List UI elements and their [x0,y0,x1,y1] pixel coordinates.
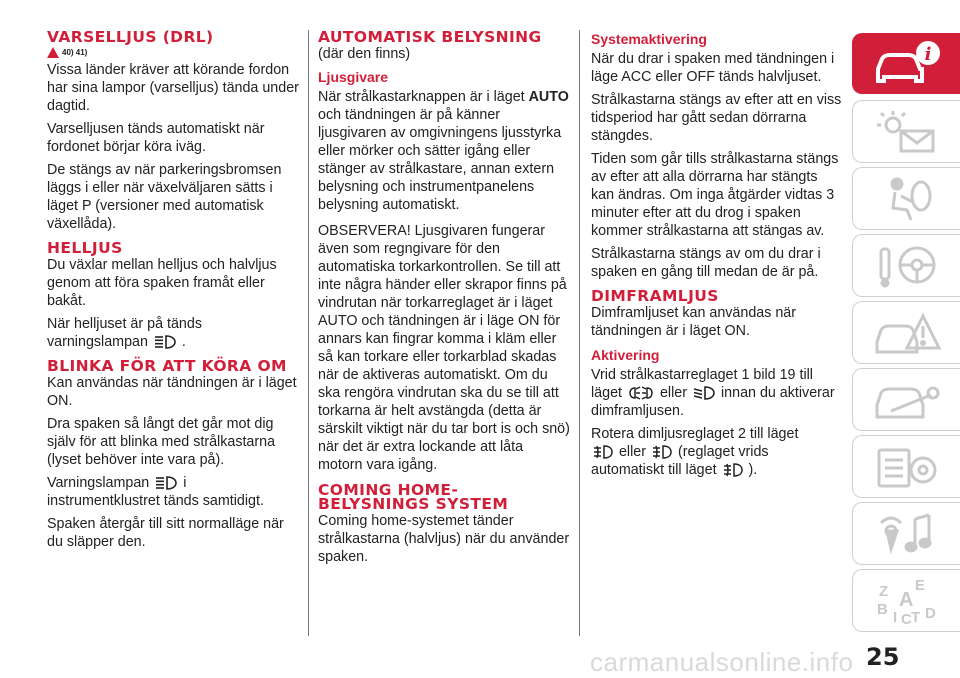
akt2-text-c: (reglaget vrids automatiskt till läget [591,444,769,478]
svg-text:T: T [911,609,921,626]
svg-text:Z: Z [879,583,889,600]
blinka-paragraph-2: Dra spaken så långt det går mot dig själv för att blinka med strålkastarna (lyset behöver inte vara på). [47,416,276,468]
system-paragraph-4: Strålkastarna stängs av om du drar i spaken en gång till medan de är på. [591,246,821,280]
tab-emergency[interactable] [852,301,960,364]
tab-warning-lights[interactable] [852,100,960,163]
tab-technical-data[interactable] [852,435,960,498]
helljus-text-b: . [181,334,186,350]
aktivering-heading: Aktivering [591,347,660,363]
column-2 [318,30,570,571]
helljus-paragraph-2 [47,315,299,351]
blinka-text-b: i instrumentklustret tänds samtidigt. [47,475,264,509]
emergency-car-icon [871,308,943,358]
column-divider-2 [579,30,580,636]
multimedia-icon [871,509,943,559]
systemaktivering-heading: Systemaktivering [591,31,707,47]
aktivering-paragraph-1 [591,366,843,420]
drl-heading: VARSELLJUS (DRL) [47,28,214,46]
column-1 [47,30,299,556]
system-paragraph-1: När du drar i spaken med tändningen i läge ACC eller OFF tänds halvljuset. [591,51,835,85]
ljus-text-a: När strålkastarknappen är i läget [318,89,525,105]
drl-paragraph-1: Vissa länder kräver att körande fordon har sina lampor (varselljus) tända under dagtid. [47,62,299,114]
svg-text:E: E [915,577,926,594]
akt2-text-b: eller [618,444,647,460]
watermark-text: carmanualsonline.info [590,647,854,677]
ljus-text-c: och tändningen är på känner ljusgivaren av omgivningens ljusstyrka eller mörker och sätter igång eller stänger av strålkastare, annan extern belysning och instrumentpanelens belysning automatiskt. [318,107,562,213]
warning-lights-icon [871,107,943,157]
maintenance-car-icon [871,375,943,425]
tab-multimedia[interactable] [852,502,960,565]
blinka-text-a: Varningslampan [47,475,150,491]
high-beam-lamp-icon [153,334,177,350]
akt2-text-d: ). [748,462,758,478]
safety-airbag-icon [871,174,943,224]
column-3 [591,30,843,484]
fog-light-icon [592,444,614,460]
auto-keyword: AUTO [528,89,569,105]
car-info-icon [870,39,942,89]
parking-light-icon [627,385,655,401]
warning-triangle-icon [47,47,59,58]
blinka-heading: BLINKA FÖR ATT KÖRA OM [47,357,287,375]
technical-data-icon [871,442,943,492]
tab-maintenance[interactable] [852,368,960,431]
akt-text-b: eller [659,385,688,401]
warning-reference [47,47,299,58]
warning-ref-numbers: 40) 41) [62,48,88,57]
akt2-text-a: Rotera dimljusreglaget 2 till läget [591,426,799,442]
column-divider-1 [308,30,309,636]
page-number: 25 [866,643,900,671]
helljus-heading: HELLJUS [47,239,123,257]
drl-paragraph-3: De stängs av när parkeringsbromsen läggs i eller när växelväljaren sätts i läget P (versioner med automatisk växellåda). [47,162,282,232]
svg-text:D: D [925,605,936,622]
tab-safety[interactable] [852,167,960,230]
coming-home-heading: COMING HOME-BELYSNINGS SYSTEM [318,481,509,513]
high-beam-lamp-icon [154,475,178,491]
coming-home-paragraph: Coming home-systemet tänder strålkastarna (halvljus) när du använder spaken. [318,513,570,565]
svg-text:i: i [924,44,932,65]
dimframljus-heading: DIMFRAMLJUS [591,287,719,305]
svg-text:C: C [901,611,912,626]
tab-starting-driving[interactable] [852,234,960,297]
ljusgivare-paragraph-1 [318,88,570,214]
dimframljus-paragraph: Dimframljuset kan användas när tändningen är i läget ON. [591,305,797,339]
fog-light-icon [722,462,744,478]
ljusgivare-heading: Ljusgivare [318,69,389,85]
akt-text-a: Vrid strålkastarreglaget 1 bild 19 till läget [591,367,813,401]
drl-paragraph-2: Varselljusen tänds automatiskt när fordonet börjar köra iväg. [47,121,265,155]
svg-text:A: A [899,589,914,611]
ljusgivare-paragraph-2: OBSERVERA! Ljusgivaren fungerar även som regngivare för den automatiska torkarkontrollen. Se till att inte några händer eller skrapor finns på vindrutan när torkarreglaget är i läget AUTO och tändningen är i läge ON för annars kan fingrar komma i kläm eller så kan torkare eller torkarblad skadas när de aktiveras automatiskt. Om du ska rengöra vindrutan ska du se till att torkarna är helt avstängda (detta är särskilt viktigt när du tar bort is och snö) när det är extra lockande att låta motorn vara igång. [318,223,570,473]
blinka-paragraph-1: Kan användas när tändningen är i läget ON. [47,375,297,409]
svg-text:I: I [893,609,898,626]
akt-text-c: innan du aktiverar dimframljusen. [591,385,835,419]
blinka-paragraph-4: Spaken återgår till sitt normalläge när du släpper den. [47,516,284,550]
blinka-paragraph-3 [47,474,299,510]
helljus-paragraph-1: Du växlar mellan helljus och halvljus genom att föra spaken framåt eller bakåt. [47,257,277,309]
system-paragraph-2: Strålkastarna stängs av efter att en viss tidsperiod har gått sedan dörrarna stängdes. [591,92,842,144]
tab-car-info[interactable] [852,33,960,94]
auto-lighting-heading: AUTOMATISK BELYSNING [318,28,542,46]
fog-light-rear-icon [651,444,673,460]
helljus-text-a: När helljuset är på tänds varningslampan [47,316,202,350]
system-paragraph-3: Tiden som går tills strålkastarna stängs av efter att alla dörrarna har stängts kan ändras. Om inga åtgärder vidtas 3 minuter efter att du drog i spaken kommer strålkastarna att stängas av. [591,151,839,239]
steering-wheel-icon [871,241,943,291]
low-beam-icon [692,385,716,401]
aktivering-paragraph-2 [591,425,843,479]
alphabetical-index-icon [871,576,943,626]
tab-index[interactable] [852,569,960,632]
auto-note: (där den finns) [318,46,411,62]
svg-text:B: B [877,601,888,618]
